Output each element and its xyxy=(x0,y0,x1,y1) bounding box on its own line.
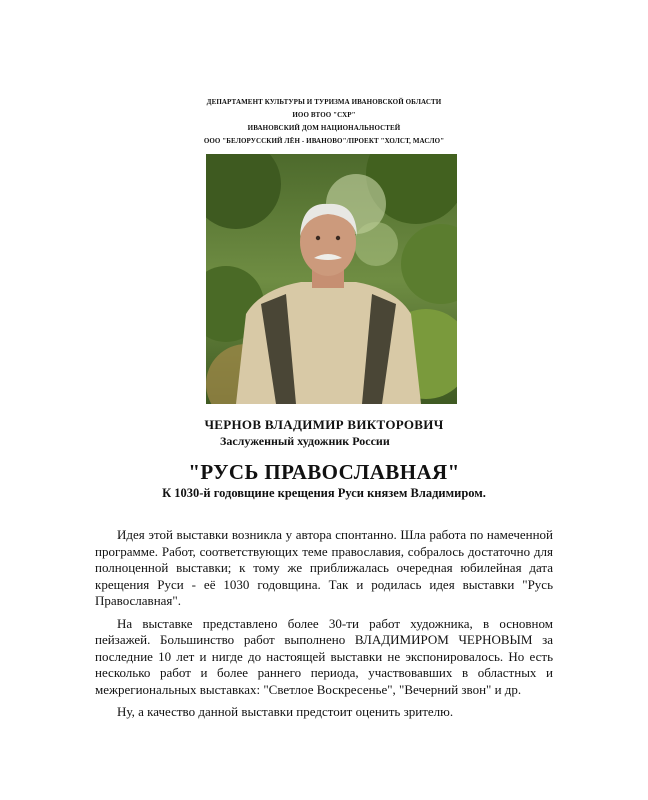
header-line-project: ООО "БЕЛОРУССКИЙ ЛЁН - ИВАНОВО"/ПРОЕКТ "ХОЛСТ, МАСЛО" xyxy=(203,137,445,145)
header-line-house: ИВАНОВСКИЙ ДОМ НАЦИОНАЛЬНОСТЕЙ xyxy=(247,124,401,132)
paragraph-idea: Идея этой выставки возникла у автора спонтанно. Шла работа по намеченной программе. Работ, соответствующих теме православия, собралось достаточно для полноценной выставки; к тому же приближалась очередная юбилейная дата крещения Руси - её 1030 годовщина. Так и родилась идея выставки "Русь Православная". xyxy=(95,527,553,608)
exhibition-subtitle: К 1030-й годовщине крещения Руси князем Владимиром. xyxy=(162,486,486,500)
artist-rank: Заслуженный художник России xyxy=(220,434,390,448)
paragraph-works: На выставке представлено более 30-ти работ художника, в основном пейзажей. Большинство работ выполнено ВЛАДИМИРОМ ЧЕРНОВЫМ за последние 10 лет и нигде до настоящей выставки не экспонировалось. Но есть несколько работ и более раннего периода, участвовавших в областных и межрегиональных выставках: "Светлое Воскресенье", "Вечерний звон" и др. xyxy=(95,615,553,697)
header-line-department: ДЕПАРТАМЕНТ КУЛЬТУРЫ И ТУРИЗМА ИВАНОВСКОЙ ОБЛАСТИ xyxy=(206,98,442,106)
artist-photo xyxy=(206,154,457,404)
artist-name: ЧЕРНОВ ВЛАДИМИР ВИКТОРОВИЧ xyxy=(204,417,444,432)
exhibition-title: "РУСЬ ПРАВОСЛАВНАЯ" xyxy=(188,460,460,484)
organizers-header xyxy=(0,96,648,148)
exhibition-description xyxy=(95,527,553,727)
header-line-union: ИОО ВТОО "СХР" xyxy=(292,111,356,119)
paragraph-closing: Ну, а качество данной выставки предстоит оценить зрителю. xyxy=(117,704,454,719)
